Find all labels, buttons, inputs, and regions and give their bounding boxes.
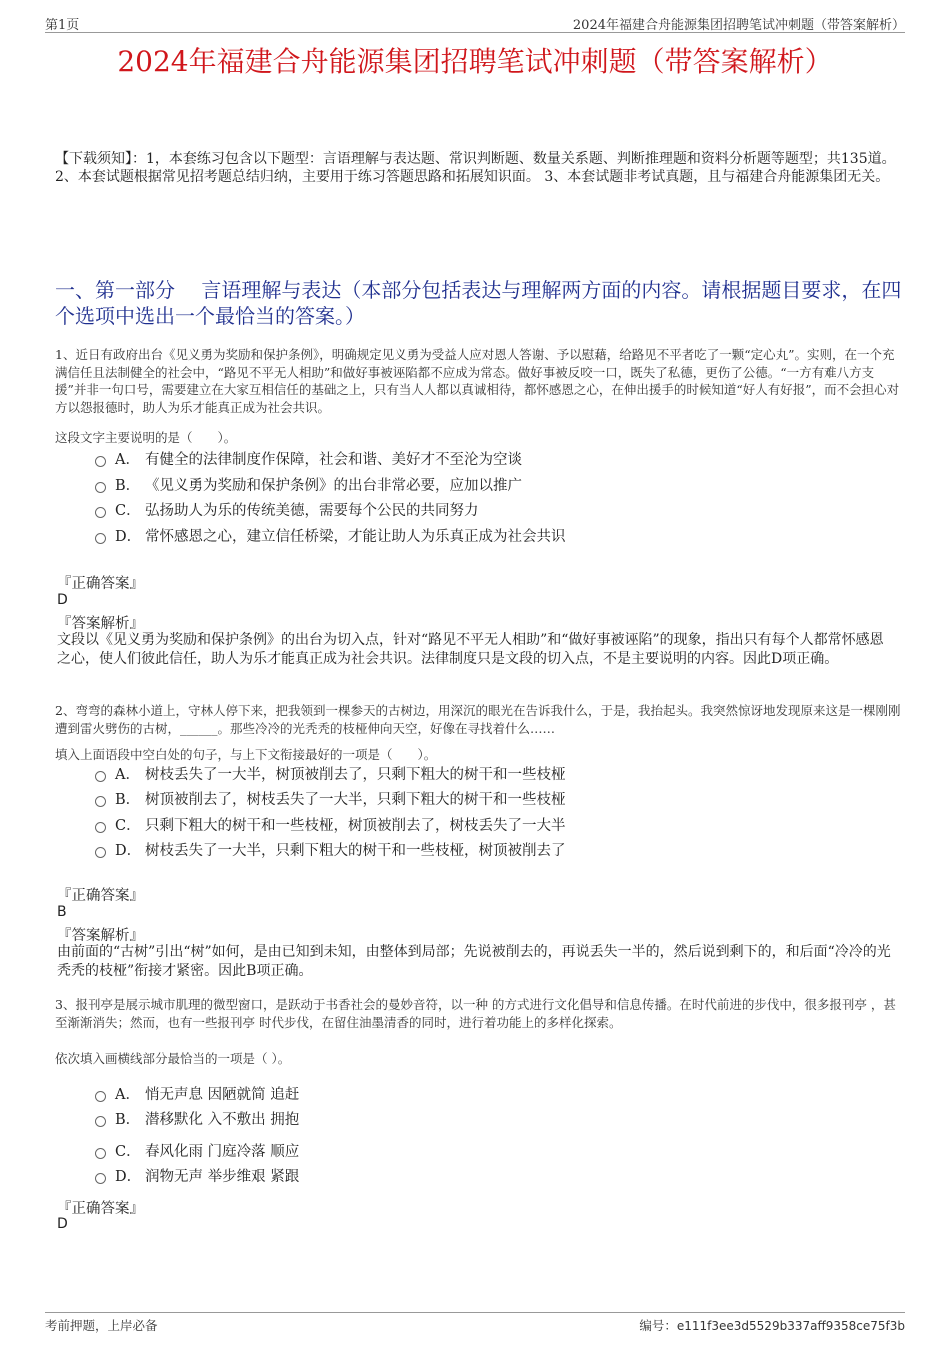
option-letter: B．	[115, 478, 141, 494]
option-letter: A．	[115, 452, 140, 468]
option-letter: B．	[115, 1112, 141, 1128]
option-letter: D．	[115, 529, 142, 545]
option-text: 常怀感恩之心，建立信任桥梁，才能让助人为乐真正成为社会共识	[145, 529, 566, 545]
radio-icon[interactable]	[95, 1173, 106, 1184]
option-text: 树枝丢失了一大半，只剩下粗大的树干和一些枝桠，树顶被削去了	[145, 843, 566, 859]
footer-code	[639, 1316, 905, 1334]
option-b[interactable]	[95, 476, 895, 496]
radio-icon[interactable]	[95, 822, 106, 833]
question-3-text: 3、报刊亭是展示城市肌理的微型窗口，是跃动于书香社会的曼妙音符，以一种 的方式进行文化倡导和信息传播。在时代前进的步伐中，很多报刊亭 ，甚至渐渐消失；然而，也有一些报刊亭 时代步伐，在留住油墨清香的同时，进行着功能上的多样化探索。	[55, 997, 896, 1030]
option-text: 有健全的法律制度作保障，社会和谐、美好才不至沦为空谈	[145, 452, 522, 468]
option-c[interactable]	[95, 1142, 895, 1162]
section-heading: 一、第一部分 言语理解与表达（本部分包括表达与理解两方面的内容。请根据题目要求，在四个选项中选出一个最恰当的答案。）	[55, 278, 902, 328]
option-a[interactable]	[95, 450, 895, 470]
question-3-prompt: 依次填入画横线部分最恰当的一项是（ ）。	[55, 1051, 291, 1066]
page-title: 2024年福建合舟能源集团招聘笔试冲刺题（带答案解析）	[117, 45, 833, 78]
option-text: 《见义勇为奖励和保护条例》的出台非常必要，应加以推广	[145, 478, 522, 494]
question-1-text: 1、近日有政府出台《见义勇为奖励和保护条例》，明确规定见义勇为受益人应对恩人答谢、予以慰藉，给路见不平者吃了一颗“定心丸”。实则，在一个充满信任且法制健全的社会中，“路见不平无人相助”和做好事被诬陷都不应成为常态。做好事被反咬一口，既失了私德，更伤了公德。“一方有难八方支援”并非一句口号，需要建立在大家互相信任的基础之上，只有当人人都以真诚相待，都怀感恩之心，在伸出援手的时候知道“好人有好报”，而不会担心对方以怨报德时，助人为乐才能真正成为社会共识。	[55, 347, 900, 415]
radio-icon[interactable]	[95, 771, 106, 782]
radio-icon[interactable]	[95, 1116, 106, 1127]
question-2-explanation: 由前面的“古树”引出“树”如何，是由已知到未知，由整体到局部；先说被削去的，再说丢失一半的，然后说到剩下的，和后面“冷冷的光秃秃的枝桠”衔接才紧密。因此B项正确。	[57, 944, 891, 979]
header-divider	[45, 32, 905, 33]
explanation-label: 『答案解析』	[57, 928, 144, 944]
question-1-prompt: 这段文字主要说明的是（ ）。	[55, 430, 237, 445]
option-c[interactable]	[95, 816, 895, 836]
answer-value: D	[57, 592, 68, 608]
footer-slogan: 考前押题，上岸必备	[45, 1318, 158, 1333]
radio-icon[interactable]	[95, 482, 106, 493]
radio-icon[interactable]	[95, 533, 106, 544]
footer-code-label: 编号：	[639, 1318, 677, 1333]
option-letter: B．	[115, 792, 141, 808]
option-text: 只剩下粗大的树干和一些枝桠，树顶被削去了，树枝丢失了一大半	[145, 818, 566, 834]
radio-icon[interactable]	[95, 507, 106, 518]
footer-code-value: e111f3ee3d5529b337aff9358ce75f3b	[676, 1319, 905, 1333]
radio-icon[interactable]	[95, 1148, 106, 1159]
explanation-label: 『答案解析』	[57, 616, 144, 632]
answer-label: 『正确答案』	[57, 1201, 144, 1217]
question-1-explanation: 文段以《见义勇为奖励和保护条例》的出台为切入点，针对“路见不平无人相助”和“做好事被诬陷”的现象，指出只有每个人都常怀感恩之心，使人们彼此信任，助人为乐才能真正成为社会共识。法律制度只是文段的切入点，不是主要说明的内容。因此D项正确。	[57, 632, 884, 667]
option-letter: A．	[115, 767, 140, 783]
question-2-prompt: 填入上面语段中空白处的句子，与上下文衔接最好的一项是（ ）。	[55, 747, 437, 762]
option-b[interactable]	[95, 790, 895, 810]
option-text: 潜移默化 入不敷出 拥抱	[145, 1112, 300, 1128]
radio-icon[interactable]	[95, 796, 106, 807]
option-text: 悄无声息 因陋就简 追赶	[145, 1087, 300, 1103]
header-doc-title: 2024年福建合舟能源集团招聘笔试冲刺题（带答案解析）	[572, 18, 905, 33]
option-a[interactable]	[95, 1085, 895, 1105]
option-letter: D．	[115, 843, 142, 859]
answer-value: B	[57, 904, 67, 920]
option-text: 弘扬助人为乐的传统美德，需要每个公民的共同努力	[145, 503, 479, 519]
answer-value: D	[57, 1216, 68, 1232]
radio-icon[interactable]	[95, 456, 106, 467]
option-letter: D．	[115, 1169, 142, 1185]
option-text: 春风化雨 门庭冷落 顺应	[145, 1144, 300, 1160]
answer-label: 『正确答案』	[57, 888, 144, 904]
option-d[interactable]	[95, 1167, 895, 1187]
option-letter: C．	[115, 1144, 141, 1160]
option-text: 树顶被削去了，树枝丢失了一大半，只剩下粗大的树干和一些枝桠	[145, 792, 566, 808]
option-b[interactable]	[95, 1110, 895, 1130]
footer-divider	[45, 1312, 905, 1313]
option-text: 树枝丢失了一大半，树顶被削去了，只剩下粗大的树干和一些枝桠	[145, 767, 566, 783]
download-notice: 【下载须知】：1，本套练习包含以下题型：言语理解与表达题、常识判断题、数量关系题、判断推理题和资料分析题等题型；共135道。 2、本套试题根据常见招考题总结归纳，主要用于练习答题思路和拓展知识面。 3、本套试题非考试真题，且与福建合舟能源集团无关。	[55, 151, 896, 185]
option-c[interactable]	[95, 501, 895, 521]
option-letter: C．	[115, 503, 141, 519]
page-number: 第1页	[45, 18, 80, 33]
question-2-text: 2、弯弯的森林小道上，守林人停下来，把我领到一棵参天的古树边，用深沉的眼光在告诉我什么，于是，我抬起头。我突然惊讶地发现原来这是一棵刚刚遭到雷火劈伤的古树，______。那些冷冷的光秃秃的枝桠伸向天空，好像在寻找着什么……	[55, 703, 901, 736]
radio-icon[interactable]	[95, 847, 106, 858]
option-d[interactable]	[95, 527, 895, 547]
option-text: 润物无声 举步维艰 紧跟	[145, 1169, 300, 1185]
option-a[interactable]	[95, 765, 895, 785]
option-d[interactable]	[95, 841, 895, 861]
answer-label: 『正确答案』	[57, 576, 144, 592]
radio-icon[interactable]	[95, 1091, 106, 1102]
option-letter: A．	[115, 1087, 140, 1103]
option-letter: C．	[115, 818, 141, 834]
